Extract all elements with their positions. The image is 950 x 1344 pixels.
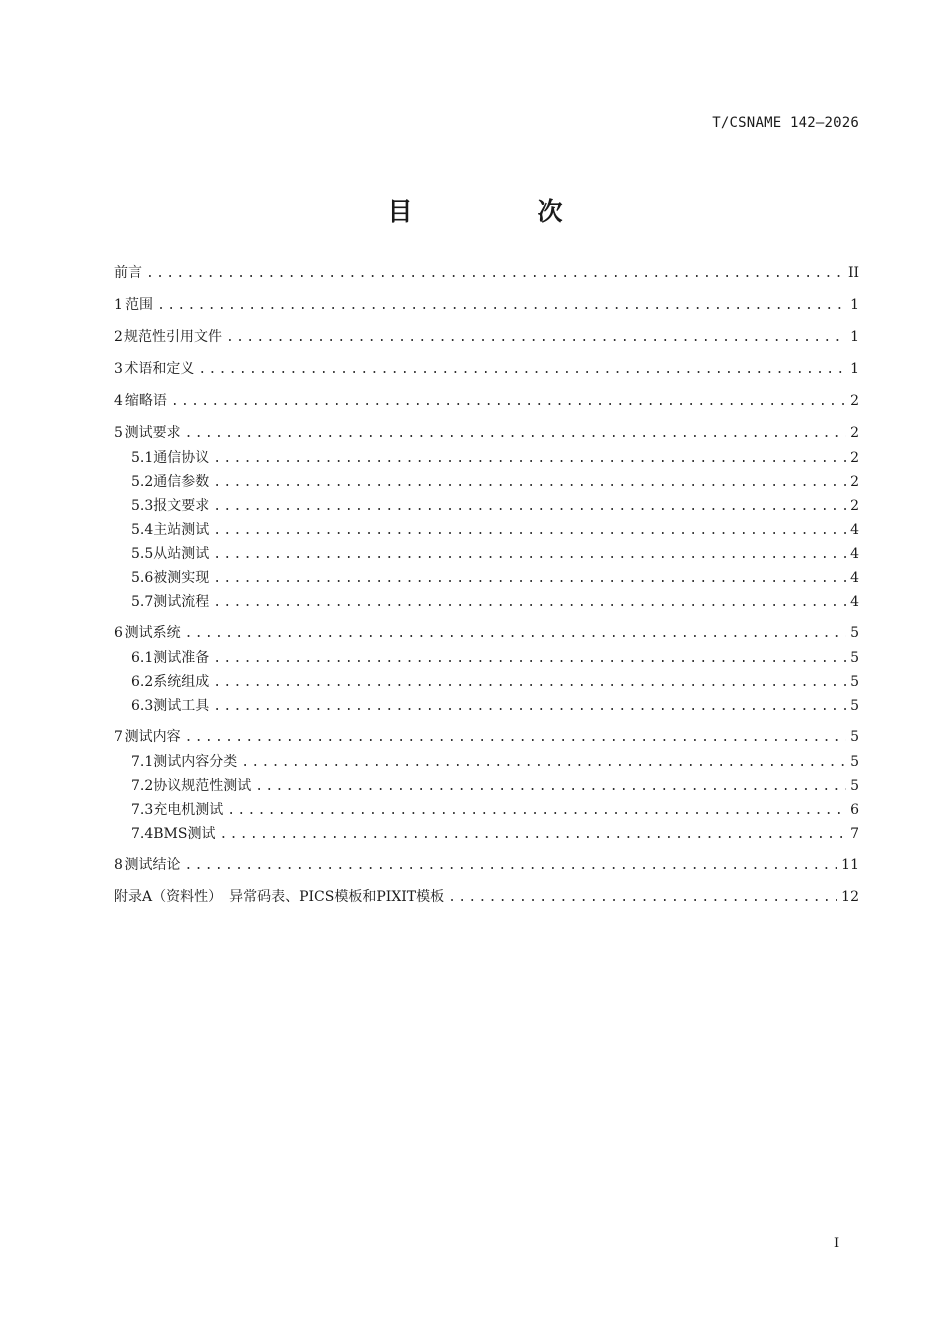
- toc-entry-number: 6: [114, 625, 123, 641]
- toc-entry-5[interactable]: [114, 424, 859, 443]
- toc-entry-label: 附录A（资料性） 异常码表、PICS模板和PIXIT模板: [114, 889, 445, 905]
- toc-leader-dots: [184, 857, 837, 875]
- toc-entry-2[interactable]: [114, 328, 859, 347]
- toc-entry-label: 范围: [125, 297, 154, 313]
- toc-leader-dots: [213, 522, 846, 540]
- toc-entry-number: 7.4: [131, 826, 154, 842]
- toc-entry-label: 测试内容分类: [153, 754, 238, 770]
- toc-entry-foreword[interactable]: [114, 264, 859, 283]
- toc-leader-dots: [226, 329, 846, 347]
- toc-entry-6[interactable]: [114, 624, 859, 643]
- toc-page-number: 6: [850, 802, 859, 818]
- toc-entry-number: 7.3: [131, 802, 154, 818]
- toc-entry-label: 缩略语: [124, 393, 167, 409]
- toc-leader-dots: [146, 265, 844, 283]
- toc-leader-dots: [213, 698, 846, 716]
- toc-leader-dots: [213, 570, 846, 588]
- toc-entry-label: 系统组成: [153, 674, 210, 690]
- toc-entry-number: 5.5: [131, 546, 154, 562]
- toc-entry-6-2[interactable]: [131, 673, 859, 692]
- toc-page-number: 2: [850, 393, 859, 409]
- toc-leader-dots: [213, 498, 846, 516]
- toc-entry-number: 1: [114, 297, 123, 313]
- toc-leader-dots: [198, 361, 846, 379]
- toc-entry-7[interactable]: [114, 728, 859, 747]
- toc-page-number: II: [847, 265, 859, 281]
- toc-entry-label: BMS测试: [153, 826, 216, 842]
- toc-entry-number: 5.6: [131, 570, 154, 586]
- toc-entry-label: 测试要求: [124, 425, 181, 441]
- toc-leader-dots: [227, 802, 846, 820]
- toc-entry-number: 5.2: [131, 474, 154, 490]
- toc-leader-dots: [185, 425, 846, 443]
- toc-entry-number: 5.4: [131, 522, 154, 538]
- toc-entry-label: 测试结论: [124, 857, 181, 873]
- toc-entry-label: 主站测试: [153, 522, 210, 538]
- toc-entry-label: 通信协议: [153, 450, 210, 466]
- toc-page-number: 1: [850, 361, 859, 377]
- toc-entry-number: 7.2: [131, 778, 154, 794]
- toc-page-number: 5: [850, 754, 859, 770]
- toc-entry-number: 7: [114, 729, 123, 745]
- toc-page-number: 1: [850, 329, 859, 345]
- toc-leader-dots: [448, 889, 837, 907]
- toc-leader-dots: [213, 594, 846, 612]
- toc-entry-number: 4: [114, 393, 123, 409]
- toc-leader-dots: [241, 754, 846, 772]
- toc-leader-dots: [213, 450, 846, 468]
- toc-entry-number: 8: [114, 857, 123, 873]
- toc-entry-number: 5.3: [131, 498, 154, 514]
- toc-entry-number: 3: [114, 361, 123, 377]
- toc-entry-1[interactable]: [114, 296, 859, 315]
- toc-page-number: 4: [850, 546, 859, 562]
- toc-entry-number: 5.7: [131, 594, 154, 610]
- toc-page-number: 2: [850, 450, 859, 466]
- toc-leader-dots: [219, 826, 846, 844]
- toc-entry-3[interactable]: [114, 360, 859, 379]
- toc-entry-label: 测试准备: [153, 650, 210, 666]
- toc-entry-7-3[interactable]: [131, 801, 859, 820]
- toc-title: 目 次: [387, 197, 613, 226]
- toc-entry-4[interactable]: [114, 392, 859, 411]
- toc-entry-label: 测试内容: [124, 729, 181, 745]
- toc-page-number: 12: [841, 889, 859, 905]
- toc-entry-label: 规范性引用文件: [123, 329, 222, 345]
- page-number: I: [834, 1236, 840, 1251]
- toc-entry-6-1[interactable]: [131, 649, 859, 668]
- toc-page-number: 11: [841, 857, 859, 873]
- toc-page-number: 7: [850, 826, 859, 842]
- toc-page-number: 5: [850, 674, 859, 690]
- toc-entry-label: 协议规范性测试: [153, 778, 252, 794]
- toc-entry-number: 6.1: [131, 650, 154, 666]
- toc-page-number: 4: [850, 570, 859, 586]
- toc-entry-label: 通信参数: [153, 474, 210, 490]
- toc-page-number: 2: [850, 425, 859, 441]
- toc-entry-6-3[interactable]: [131, 697, 859, 716]
- toc-entry-label: 被测实现: [153, 570, 210, 586]
- toc-entry-label: 从站测试: [153, 546, 210, 562]
- toc-entry-5-3[interactable]: [131, 497, 859, 516]
- toc-entry-number: 7.1: [131, 754, 154, 770]
- toc-leader-dots: [213, 674, 846, 692]
- toc-entry-7-4[interactable]: [131, 825, 859, 844]
- toc-page-number: 4: [850, 522, 859, 538]
- toc-entry-5-1[interactable]: [131, 449, 859, 468]
- toc-page-number: 5: [850, 625, 859, 641]
- toc-entry-7-2[interactable]: [131, 777, 859, 796]
- toc-entry-label: 术语和定义: [124, 361, 195, 377]
- toc-entry-label: 报文要求: [153, 498, 210, 514]
- toc-leader-dots: [157, 297, 846, 315]
- toc-page-number: 4: [850, 594, 859, 610]
- toc-leader-dots: [213, 474, 846, 492]
- toc-leader-dots: [185, 625, 846, 643]
- toc-entry-label: 测试流程: [153, 594, 210, 610]
- toc-entry-number: 5.1: [131, 450, 154, 466]
- toc-page-number: 5: [850, 778, 859, 794]
- toc-entry-appendix-a[interactable]: [114, 888, 859, 907]
- toc-leader-dots: [255, 778, 846, 796]
- toc-entry-7-1[interactable]: [131, 753, 859, 772]
- toc-leader-dots: [185, 729, 846, 747]
- toc-entry-number: 6.3: [131, 698, 154, 714]
- toc-entry-5-2[interactable]: [131, 473, 859, 492]
- toc-page-number: 2: [850, 498, 859, 514]
- toc-entry-label: 前言: [114, 265, 142, 281]
- toc-entry-label: 充电机测试: [153, 802, 224, 818]
- toc-page-number: 5: [850, 698, 859, 714]
- toc-page-number: 5: [850, 729, 859, 745]
- toc-leader-dots: [213, 650, 846, 668]
- toc-entry-5-4[interactable]: [131, 521, 859, 540]
- toc-entry-label: 测试工具: [153, 698, 210, 714]
- toc-entry-5-6[interactable]: [131, 569, 859, 588]
- toc-page-number: 1: [850, 297, 859, 313]
- toc-leader-dots: [171, 393, 846, 411]
- toc-entry-number: 5: [114, 425, 123, 441]
- toc-entry-number: 2: [114, 329, 123, 345]
- toc-entry-number: 6.2: [131, 674, 154, 690]
- toc-entry-label: 测试系统: [124, 625, 181, 641]
- toc-leader-dots: [213, 546, 846, 564]
- toc-entry-8[interactable]: [114, 856, 859, 875]
- document-id: T/CSNAME 142—2026: [712, 115, 859, 131]
- toc-page-number: 5: [850, 650, 859, 666]
- toc-entry-5-7[interactable]: [131, 593, 859, 612]
- toc-page-number: 2: [850, 474, 859, 490]
- toc-entry-5-5[interactable]: [131, 545, 859, 564]
